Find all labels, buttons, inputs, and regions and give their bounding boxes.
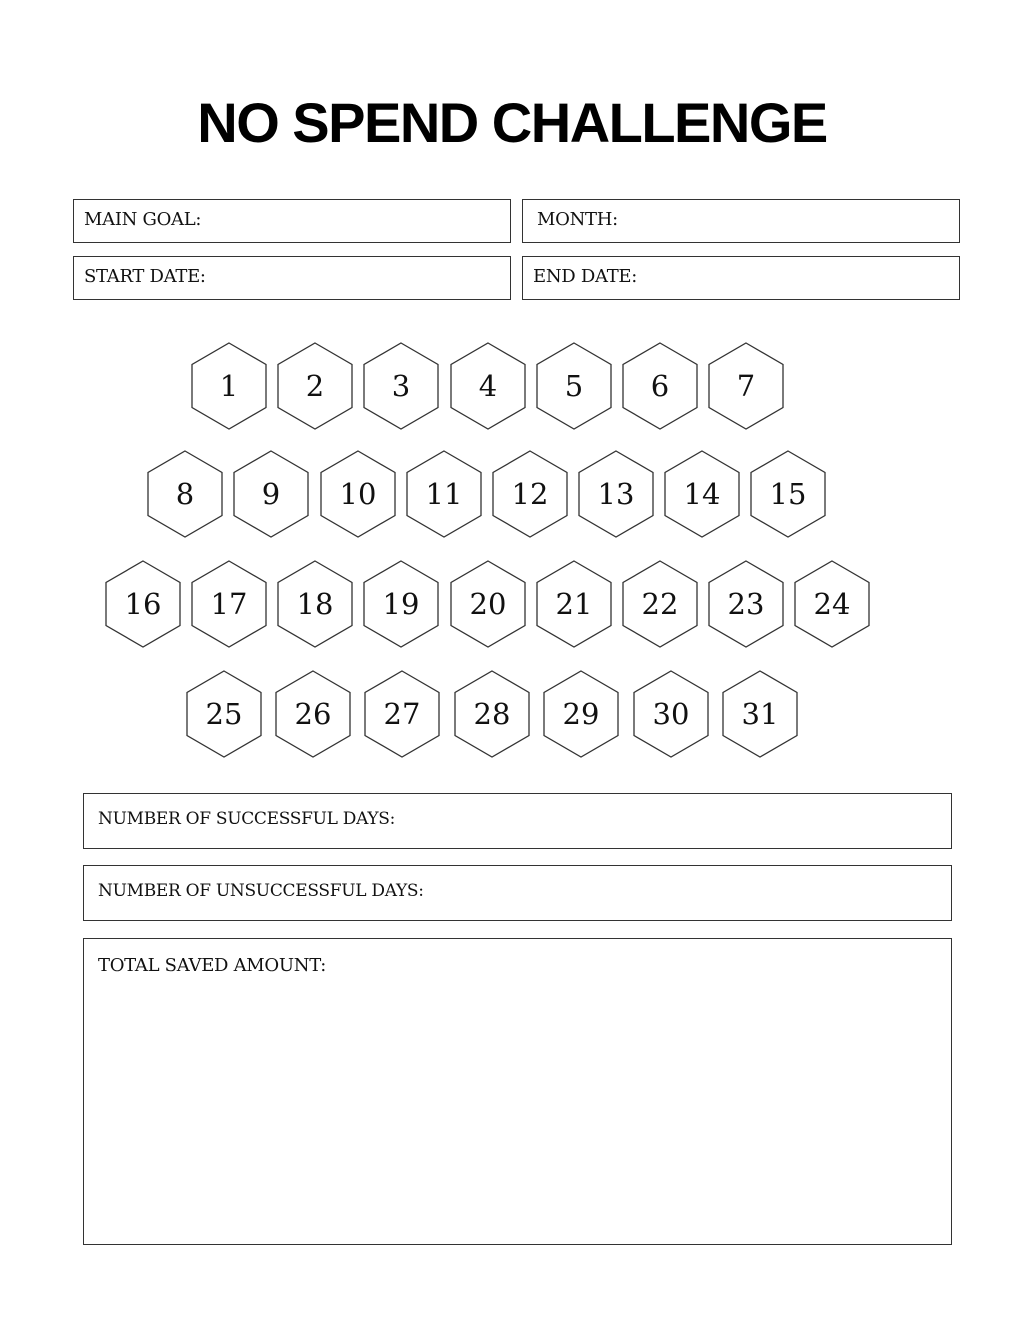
day-number: 4 — [478, 369, 498, 403]
day-23-hexagon[interactable] — [709, 561, 783, 647]
day-number: 3 — [391, 369, 411, 403]
day-18-hexagon[interactable] — [278, 561, 352, 647]
day-20-hexagon[interactable] — [451, 561, 525, 647]
day-number: 20 — [469, 587, 507, 621]
day-number: 16 — [124, 587, 162, 621]
successful-days-label: NUMBER OF SUCCESSFUL DAYS: — [98, 809, 396, 829]
day-number: 13 — [597, 477, 635, 511]
day-11-hexagon[interactable] — [407, 451, 481, 537]
total-saved-label: TOTAL SAVED AMOUNT: — [98, 955, 327, 976]
successful-days-field[interactable] — [83, 793, 952, 849]
day-29-hexagon[interactable] — [544, 671, 618, 757]
day-4-hexagon[interactable] — [451, 343, 525, 429]
day-number: 19 — [382, 587, 420, 621]
unsuccessful-days-label: NUMBER OF UNSUCCESSFUL DAYS: — [98, 881, 424, 901]
day-number: 27 — [383, 697, 421, 731]
day-21-hexagon[interactable] — [537, 561, 611, 647]
day-number: 29 — [562, 697, 600, 731]
day-17-hexagon[interactable] — [192, 561, 266, 647]
day-6-hexagon[interactable] — [623, 343, 697, 429]
page-title: NO SPEND CHALLENGE — [197, 91, 827, 154]
day-1-hexagon[interactable] — [192, 343, 266, 429]
day-15-hexagon[interactable] — [751, 451, 825, 537]
start-date-label: START DATE: — [84, 266, 206, 287]
day-number: 18 — [296, 587, 334, 621]
day-number: 21 — [555, 587, 593, 621]
day-28-hexagon[interactable] — [455, 671, 529, 757]
day-8-hexagon[interactable] — [148, 451, 222, 537]
day-19-hexagon[interactable] — [364, 561, 438, 647]
day-7-hexagon[interactable] — [709, 343, 783, 429]
day-30-hexagon[interactable] — [634, 671, 708, 757]
day-number: 10 — [339, 477, 377, 511]
day-number: 31 — [741, 697, 779, 731]
day-number: 7 — [736, 369, 756, 403]
day-26-hexagon[interactable] — [276, 671, 350, 757]
day-13-hexagon[interactable] — [579, 451, 653, 537]
day-25-hexagon[interactable] — [187, 671, 261, 757]
day-31-hexagon[interactable] — [723, 671, 797, 757]
day-number: 28 — [473, 697, 511, 731]
unsuccessful-days-field[interactable] — [83, 865, 952, 921]
day-number: 23 — [727, 587, 765, 621]
day-27-hexagon[interactable] — [365, 671, 439, 757]
day-number: 24 — [813, 587, 851, 621]
day-number: 17 — [210, 587, 248, 621]
day-number: 30 — [652, 697, 690, 731]
day-number: 12 — [511, 477, 549, 511]
day-number: 5 — [564, 369, 584, 403]
day-5-hexagon[interactable] — [537, 343, 611, 429]
day-number: 11 — [425, 477, 463, 511]
day-number: 9 — [261, 477, 281, 511]
day-3-hexagon[interactable] — [364, 343, 438, 429]
day-number: 25 — [205, 697, 243, 731]
month-label: MONTH: — [537, 209, 618, 230]
day-number: 15 — [769, 477, 807, 511]
day-22-hexagon[interactable] — [623, 561, 697, 647]
day-14-hexagon[interactable] — [665, 451, 739, 537]
day-number: 1 — [219, 369, 239, 403]
total-saved-field[interactable] — [83, 938, 952, 1245]
day-12-hexagon[interactable] — [493, 451, 567, 537]
day-16-hexagon[interactable] — [106, 561, 180, 647]
day-9-hexagon[interactable] — [234, 451, 308, 537]
day-number: 6 — [650, 369, 670, 403]
day-number: 14 — [683, 477, 721, 511]
day-2-hexagon[interactable] — [278, 343, 352, 429]
day-24-hexagon[interactable] — [795, 561, 869, 647]
day-number: 2 — [305, 369, 325, 403]
day-10-hexagon[interactable] — [321, 451, 395, 537]
main-goal-label: MAIN GOAL: — [84, 209, 202, 230]
end-date-label: END DATE: — [533, 266, 637, 287]
day-number: 22 — [641, 587, 679, 621]
day-number: 8 — [175, 477, 195, 511]
day-number: 26 — [294, 697, 332, 731]
